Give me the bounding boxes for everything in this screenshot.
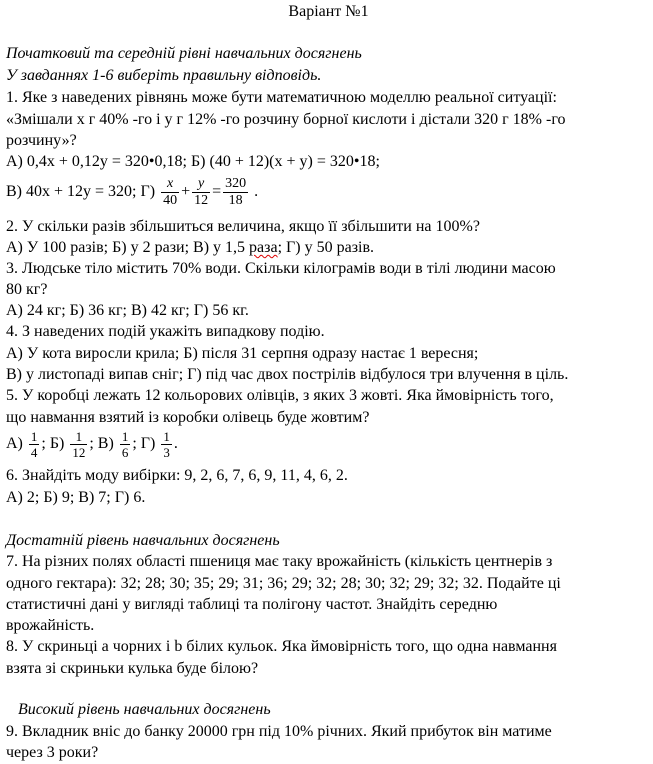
q1-text-line3: розчину»? (6, 132, 77, 149)
q1-g-fraction-y-12: $\frac{y}{12}$ (194, 175, 209, 208)
q7-text-line3: статистичні дані у вигляді таблиці та полігону частот. Знайдіть середню (6, 596, 498, 613)
q3-text-line2: 80 кг? (6, 281, 48, 298)
q1-options-a-b: А) 0,4x + 0,12y = 320•0,18; Б) (40 + 12)(x + y) = 320•18; (6, 153, 380, 170)
q4-answers-line2: В) у листопаді випав сніг; Г) під час двох пострілів відбулося три влучення в ціль. (6, 366, 569, 383)
period: . (254, 183, 259, 200)
spellcheck-marked-word: раза (249, 239, 278, 256)
q5-option-v-label: ; В) (89, 435, 114, 452)
q5-fraction-1-12: $\frac{1}{12}$ (72, 428, 86, 460)
q2-text: 2. У скільки разів збільшиться величина, якщо її збільшити на 100%? (6, 218, 480, 235)
q7-text-line1: 7. На різних полях області пшениця має таку врожайність (кількість центнерів з (6, 553, 553, 570)
q2-answers-part2: ; Г) у 50 разів. (277, 239, 375, 256)
q9-text-line1: 9. Вкладник вніс до банку 20000 грн під 10% річних. Який прибуток він матиме (6, 723, 552, 740)
instruction-text: У завданнях 1-6 виберіть правильну відповідь. (6, 67, 322, 84)
variant-title: Варіант №1 (288, 3, 369, 20)
q1-text-line1: 1. Яке з наведених рівнянь може бути математичною моделлю реальної ситуації: (6, 89, 557, 106)
plus-sign: + (181, 183, 191, 200)
q2-answers (6, 238, 374, 258)
q3-text-line1: 3. Людське тіло містить 70% води. Скільки кілограмів води в тілі людини масою (6, 260, 556, 277)
period: . (173, 435, 178, 452)
q7-text-line4: врожайність. (6, 617, 95, 634)
section-high-heading: Високий рівень навчальних досягнень (18, 701, 271, 718)
q5-option-b-label: ; Б) (41, 435, 65, 452)
q5-fraction-1-4: $\frac{1}{4}$ (30, 428, 38, 460)
q5-option-a-label: А) (6, 435, 23, 452)
q6-text: 6. Знайдіть моду вибірки: 9, 2, 6, 7, 6, 9, 11, 4, 6, 2. (6, 467, 348, 484)
q2-answers-part1: А) У 100 разів; Б) у 2 рази; В) у 1,5 (6, 239, 250, 256)
q5-option-g-label: ; Г) (132, 435, 156, 452)
q5-text-line2: що навмання взятий із коробки олівець буде жовтим? (6, 409, 370, 426)
section-sufficient-heading: Достатній рівень навчальних досягнень (6, 532, 280, 549)
q1-text-line2: «Змішали x г 40% -го і y г 12% -го розчину борної кислоти і дістали 320 г 18% -го (6, 111, 566, 128)
q8-text-line2: взята зі скриньки кулька буде білою? (6, 660, 259, 677)
q1-g-fraction-320-18: $\frac{320}{18}$ (225, 175, 247, 208)
section-initial-heading: Початковий та середній рівні навчальних досягнень (6, 45, 362, 62)
q4-text: 4. З наведених подій укажіть випадкову подію. (6, 323, 325, 340)
q5-answers (6, 424, 178, 464)
equals-sign: = (212, 183, 222, 200)
q1-option-v: В) 40x + 12y = 320; Г) (6, 183, 156, 200)
q5-fraction-1-6: $\frac{1}{6}$ (121, 428, 129, 460)
q5-fraction-1-3: $\frac{1}{3}$ (163, 428, 170, 460)
q9-text-line2: через 3 роки? (6, 744, 99, 761)
q7-text-line2: одного гектара): 32; 28; 30; 35; 29; 31; 36; 29; 32; 28; 30; 32; 29; 32; 32. Подайте ці (6, 575, 561, 592)
q8-text-line1: 8. У скриньці a чорних і b білих кульок. Яка ймовірність того, що одна навмання (6, 638, 557, 655)
q5-text-line1: 5. У коробці лежать 12 кольорових олівців, з яких 3 жовті. Яка ймовірність того, (6, 387, 554, 404)
q1-g-fraction-x-40: $\frac{x}{40}$ (163, 175, 178, 208)
q3-answers: А) 24 кг; Б) 36 кг; В) 42 кг; Г) 56 кг. (6, 302, 249, 319)
q6-answers: А) 2; Б) 9; В) 7; Г) 6. (6, 489, 146, 506)
q4-answers-line1: А) У кота виросли крила; Б) після 31 серпня одразу настає 1 вересня; (6, 345, 479, 362)
q1-options-v-g (6, 172, 258, 212)
